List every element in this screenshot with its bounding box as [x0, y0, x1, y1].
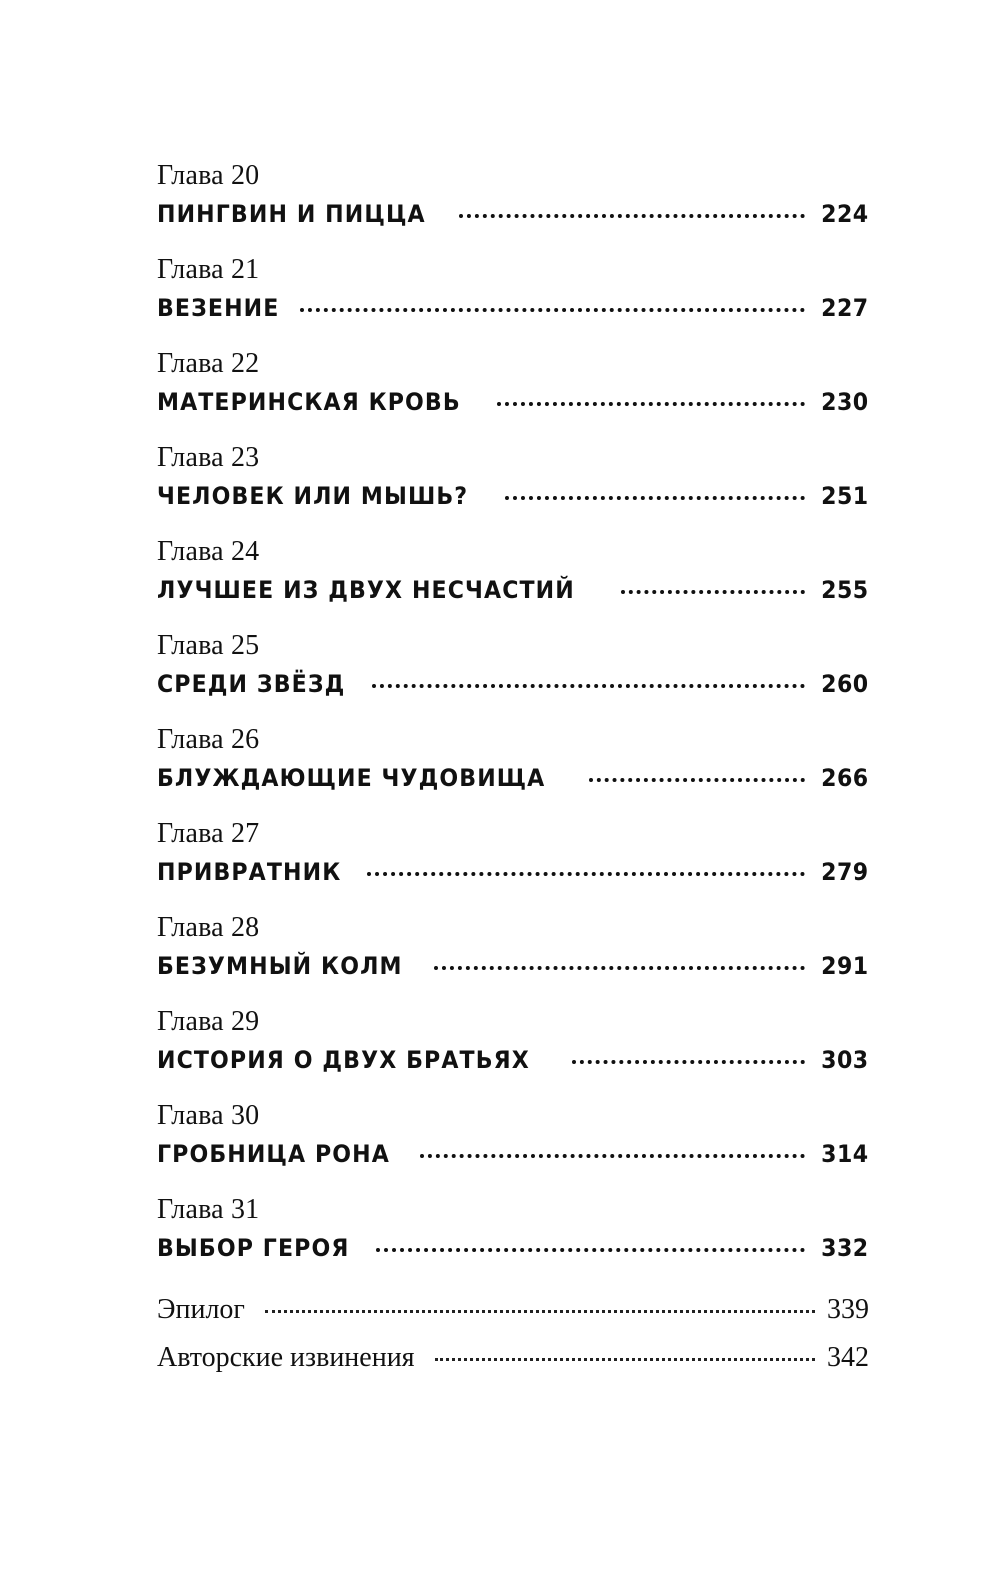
dot-leader: [300, 308, 805, 312]
toc-epilogue: [157, 1290, 869, 1338]
page-number: 342: [827, 1342, 869, 1373]
chapter-title: ЛУЧШЕЕ ИЗ ДВУХ НЕСЧАСТИЙ: [157, 576, 575, 604]
toc-chapter-28: [157, 910, 869, 1004]
dot-leader: [572, 1060, 805, 1064]
dot-leader: [376, 1248, 805, 1252]
toc-chapter-22: [157, 346, 869, 440]
chapter-title: ПИНГВИН И ПИЦЦА: [157, 200, 426, 228]
page-number: 291: [821, 952, 869, 980]
toc-author-apologies: [157, 1338, 869, 1386]
dot-leader: [265, 1310, 815, 1313]
chapter-label: Глава 31: [157, 1194, 260, 1225]
dot-leader: [420, 1154, 805, 1158]
chapter-label: Глава 20: [157, 160, 260, 191]
page-number: 332: [821, 1234, 869, 1262]
toc-entry: [157, 382, 869, 440]
chapter-title: МАТЕРИНСКАЯ КРОВЬ: [157, 388, 461, 416]
chapter-label: Глава 29: [157, 1006, 260, 1037]
chapter-title: ЧЕЛОВЕК ИЛИ МЫШЬ?: [157, 482, 469, 510]
toc-chapter-25: [157, 628, 869, 722]
chapter-label: Глава 25: [157, 630, 260, 661]
dot-leader: [435, 1358, 815, 1361]
chapter-title: ВЫБОР ГЕРОЯ: [157, 1234, 350, 1262]
page-number: 339: [827, 1294, 869, 1325]
page-number: 279: [821, 858, 869, 886]
page-number: 314: [821, 1140, 869, 1168]
toc-chapter-20: [157, 158, 869, 252]
dot-leader: [434, 966, 805, 970]
page-number: 251: [821, 482, 869, 510]
chapter-label: Глава 23: [157, 442, 260, 473]
page-number: 266: [821, 764, 869, 792]
toc-entry: [157, 476, 869, 534]
page-number: 303: [821, 1046, 869, 1074]
page-number: 260: [821, 670, 869, 698]
chapter-label: Глава 24: [157, 536, 260, 567]
dot-leader: [621, 590, 805, 594]
chapter-label: Глава 21: [157, 254, 260, 285]
toc-entry: [157, 758, 869, 816]
toc-entry: [157, 852, 869, 910]
toc-chapter-30: [157, 1098, 869, 1192]
toc-entry: [157, 1134, 869, 1192]
dot-leader: [459, 214, 805, 218]
section-title: Авторские извинения: [157, 1342, 415, 1373]
toc-entry: [157, 1040, 869, 1098]
chapter-title: ВЕЗЕНИЕ: [157, 294, 280, 322]
table-of-contents: [157, 158, 869, 1386]
toc-chapter-31: [157, 1192, 869, 1286]
page-number: 224: [821, 200, 869, 228]
toc-chapter-26: [157, 722, 869, 816]
dot-leader: [505, 496, 805, 500]
toc-chapter-27: [157, 816, 869, 910]
toc-chapter-29: [157, 1004, 869, 1098]
toc-chapter-24: [157, 534, 869, 628]
toc-entry: [157, 1228, 869, 1286]
toc-chapter-21: [157, 252, 869, 346]
page-number: 227: [821, 294, 869, 322]
toc-entry: [157, 946, 869, 1004]
dot-leader: [497, 402, 805, 406]
toc-entry: [157, 570, 869, 628]
toc-entry: [157, 194, 869, 252]
toc-entry: [157, 664, 869, 722]
chapter-label: Глава 27: [157, 818, 260, 849]
chapter-label: Глава 26: [157, 724, 260, 755]
dot-leader: [589, 778, 805, 782]
chapter-label: Глава 30: [157, 1100, 260, 1131]
chapter-title: ГРОБНИЦА РОНА: [157, 1140, 390, 1168]
chapter-title: БЛУЖДАЮЩИЕ ЧУДОВИЩА: [157, 764, 546, 792]
toc-entry: [157, 288, 869, 346]
page-number: 255: [821, 576, 869, 604]
chapter-title: СРЕДИ ЗВЁЗД: [157, 670, 346, 698]
dot-leader: [367, 872, 805, 876]
toc-chapter-23: [157, 440, 869, 534]
section-title: Эпилог: [157, 1294, 245, 1325]
chapter-label: Глава 28: [157, 912, 260, 943]
chapter-title: ИСТОРИЯ О ДВУХ БРАТЬЯХ: [157, 1046, 530, 1074]
page-number: 230: [821, 388, 869, 416]
dot-leader: [372, 684, 806, 688]
chapter-title: ПРИВРАТНИК: [157, 858, 342, 886]
chapter-title: БЕЗУМНЫЙ КОЛМ: [157, 952, 403, 980]
chapter-label: Глава 22: [157, 348, 260, 379]
